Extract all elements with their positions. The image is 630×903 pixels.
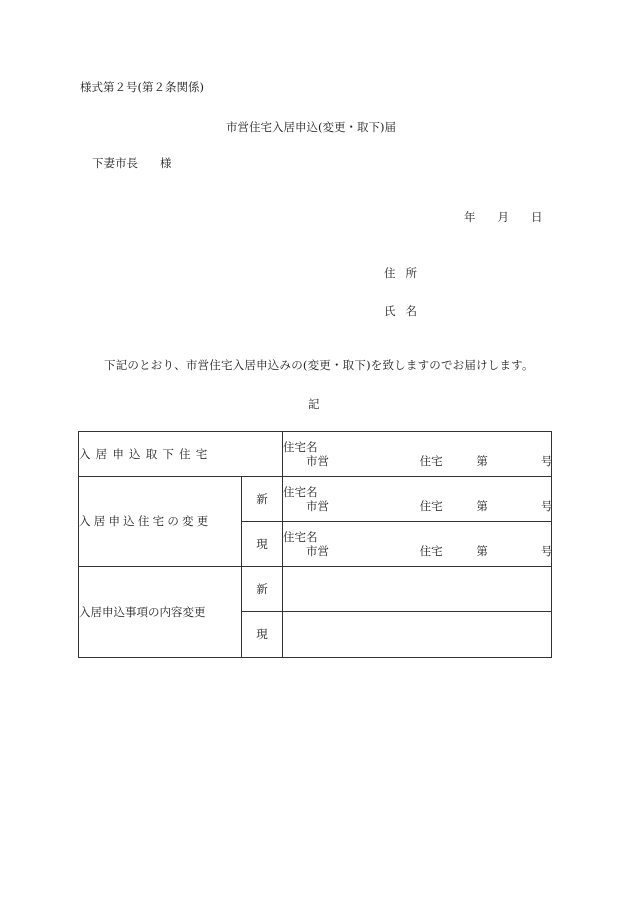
housing-name-label: 住宅名 bbox=[283, 440, 318, 455]
current-housing-field[interactable] bbox=[283, 522, 552, 567]
applicant-name-label bbox=[384, 306, 417, 318]
housing-name-label: 住宅名 bbox=[283, 485, 318, 500]
document-title: 市営住宅入居申込(変更・取下)届 bbox=[226, 120, 396, 134]
table-row-house-change-new bbox=[79, 477, 552, 522]
address-label-char-1: 住 bbox=[384, 266, 396, 280]
content-change-label: 入居申込事項の内容変更 bbox=[79, 567, 242, 658]
name-label-char-2: 名 bbox=[405, 304, 417, 318]
new-label: 新 bbox=[242, 567, 283, 612]
dai-label: 第 bbox=[476, 453, 488, 468]
housing-line bbox=[283, 545, 551, 557]
applicant-address-label bbox=[384, 268, 417, 280]
current-content-field[interactable] bbox=[283, 612, 552, 658]
ki-heading: 記 bbox=[308, 397, 320, 411]
date-line bbox=[464, 212, 543, 224]
house-change-label: 入居申込住宅の変更 bbox=[79, 477, 242, 567]
housing-line bbox=[283, 500, 551, 512]
current-label: 現 bbox=[242, 522, 283, 567]
housing-label: 住宅 bbox=[419, 453, 443, 468]
honorific: 様 bbox=[160, 156, 172, 170]
address-label-char-2: 所 bbox=[405, 266, 417, 280]
housing-label: 住宅 bbox=[419, 543, 443, 558]
date-month: 月 bbox=[497, 210, 509, 224]
new-housing-field[interactable] bbox=[283, 477, 552, 522]
go-label: 号 bbox=[541, 453, 553, 468]
go-label: 号 bbox=[541, 543, 553, 558]
body-text: 下記のとおり、市営住宅入居申込みの(変更・取下)を致しますのでお届けします。 bbox=[104, 358, 534, 372]
addressee-name: 下妻市長 bbox=[92, 156, 138, 170]
addressee bbox=[92, 158, 172, 170]
withdraw-housing-field[interactable] bbox=[283, 432, 552, 477]
dai-label: 第 bbox=[476, 498, 488, 513]
date-day: 日 bbox=[531, 210, 543, 224]
city-run-label: 市営 bbox=[306, 498, 329, 513]
new-content-field[interactable] bbox=[283, 567, 552, 612]
housing-name-label: 住宅名 bbox=[283, 530, 318, 545]
date-year: 年 bbox=[464, 210, 476, 224]
form-number: 様式第２号(第２条関係) bbox=[80, 80, 204, 94]
application-table bbox=[78, 431, 552, 658]
housing-label: 住宅 bbox=[419, 498, 443, 513]
housing-line bbox=[283, 455, 551, 467]
table-row-withdraw bbox=[79, 432, 552, 477]
table-row-content-change-new bbox=[79, 567, 552, 612]
go-label: 号 bbox=[541, 498, 553, 513]
current-label: 現 bbox=[242, 612, 283, 658]
new-label: 新 bbox=[242, 477, 283, 522]
city-run-label: 市営 bbox=[306, 543, 329, 558]
withdraw-label: 入居申込取下住宅 bbox=[79, 432, 283, 477]
city-run-label: 市営 bbox=[306, 453, 329, 468]
name-label-char-1: 氏 bbox=[384, 304, 396, 318]
dai-label: 第 bbox=[476, 543, 488, 558]
